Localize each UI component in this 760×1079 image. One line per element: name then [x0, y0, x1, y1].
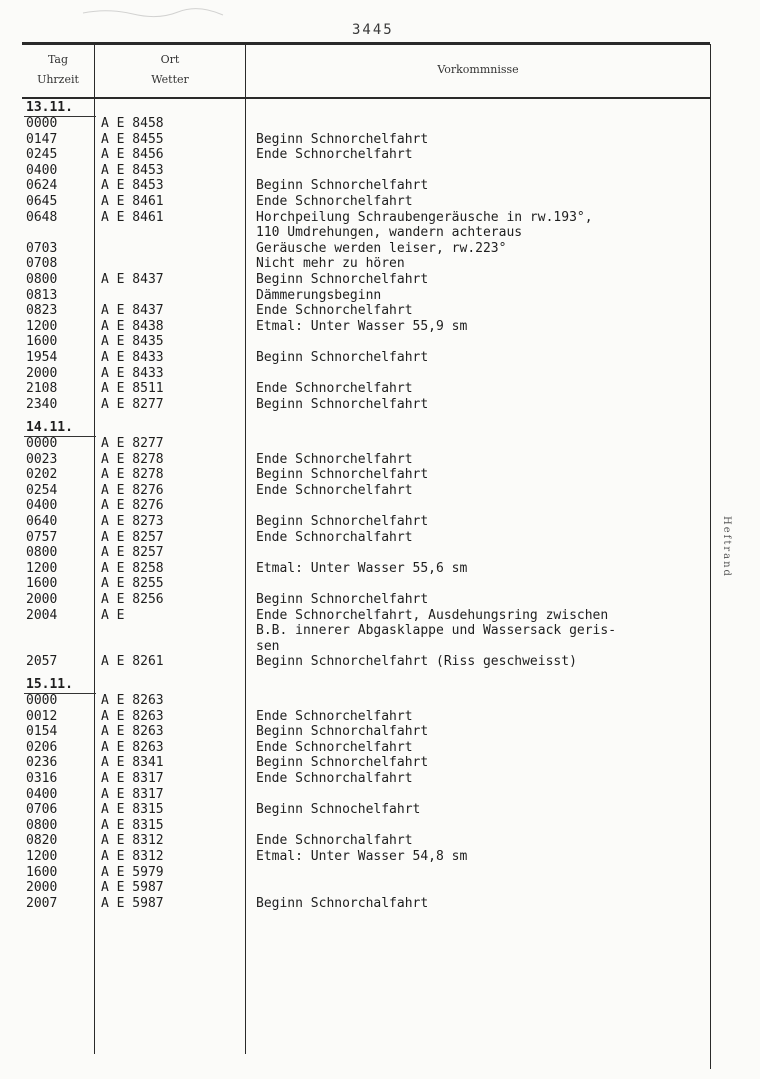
header-weather-label: Wetter [151, 73, 189, 86]
row-time: 0316 [26, 771, 58, 786]
row-time: 1200 [26, 849, 58, 864]
row-event: Beginn Schnorchelfahrt [256, 592, 429, 607]
header-rule [22, 97, 710, 99]
row-event: Ende Schnorchelfahrt [256, 739, 413, 755]
row-event: Beginn Schnochelfahrt [256, 802, 421, 818]
row-position: A E [101, 607, 125, 623]
row-event: Beginn Schnorchelfahrt [256, 396, 429, 412]
row-position: A E 8312 [101, 849, 164, 864]
header-day-label: Tag [47, 53, 69, 66]
row-time: 2057 [26, 654, 58, 670]
row-position: A E 8453 [101, 162, 164, 178]
row-time: 0820 [26, 833, 58, 849]
row-position: A E 8263 [101, 739, 164, 755]
row-position: A E 8461 [101, 209, 164, 225]
row-time: 1200 [26, 560, 58, 576]
row-event: Ende Schnorchelfahrt [256, 708, 413, 724]
header-events-label: Vorkommnisse [437, 63, 519, 76]
row-position: A E 8453 [101, 178, 164, 194]
row-time: 1200 [26, 318, 58, 334]
row-time: 0800 [26, 545, 58, 561]
column-divider-1 [94, 44, 95, 1054]
row-time: 0206 [26, 739, 58, 755]
row-time: 2000 [26, 365, 58, 381]
row-position: A E 8278 [101, 451, 164, 467]
row-position: A E 8257 [101, 545, 164, 561]
row-event: Beginn Schnorchalfahrt [256, 724, 429, 740]
row-time: 0640 [26, 514, 58, 529]
page-number: 3445 [352, 22, 394, 38]
row-time: 2000 [26, 592, 58, 607]
row-time: 2004 [26, 607, 58, 623]
row-event: B.B. innerer Abgasklappe und Wassersack geris- [256, 623, 617, 639]
row-position: A E 8455 [101, 131, 164, 147]
row-time: 2108 [26, 381, 58, 397]
row-position: A E 8341 [101, 755, 164, 771]
row-event: Beginn Schnorchelfahrt [256, 514, 429, 529]
row-time: 0708 [26, 256, 58, 272]
day-date: 15.11. [26, 677, 73, 692]
row-time: 2000 [26, 880, 58, 896]
top-rule [22, 42, 710, 45]
row-position: A E 8277 [101, 396, 164, 412]
row-position: A E 8263 [101, 724, 164, 740]
row-time: 0023 [26, 451, 58, 467]
row-event: Ende Schnorchalfahrt [256, 529, 413, 545]
row-time: 1600 [26, 576, 58, 592]
row-event: 110 Umdrehungen, wandern achteraus [256, 225, 523, 241]
row-event: Beginn Schnorchelfahrt [256, 350, 429, 365]
row-event: Geräusche werden leiser, rw.223° [256, 240, 507, 256]
row-time: 2007 [26, 895, 58, 911]
row-time: 2340 [26, 396, 58, 412]
header-events [246, 60, 710, 80]
row-position: A E 8257 [101, 529, 164, 545]
row-event: Etmal: Unter Wasser 55,6 sm [256, 560, 468, 576]
row-time: 0245 [26, 147, 58, 163]
row-position: A E 8435 [101, 334, 164, 350]
row-event: Beginn Schnorchelfahrt (Riss geschweisst) [256, 654, 577, 670]
row-event: Ende Schnorchelfahrt [256, 381, 413, 397]
row-event: Beginn Schnorchelfahrt [256, 467, 429, 483]
row-time: 0147 [26, 131, 58, 147]
row-position: A E 8438 [101, 318, 164, 334]
row-position: A E 8273 [101, 514, 164, 529]
row-time: 0823 [26, 303, 58, 319]
row-event: Beginn Schnorchelfahrt [256, 178, 429, 194]
row-time: 0000 [26, 436, 58, 451]
row-position: A E 8317 [101, 771, 164, 786]
row-position: A E 8276 [101, 498, 164, 514]
row-time: 0703 [26, 240, 58, 256]
header-place-weather [95, 50, 245, 90]
row-event: Ende Schnorchalfahrt [256, 833, 413, 849]
row-position: A E 8437 [101, 272, 164, 287]
row-position: A E 8276 [101, 482, 164, 498]
header-day-time [22, 50, 94, 90]
row-time: 0800 [26, 817, 58, 833]
row-event: Ende Schnorchelfahrt [256, 303, 413, 319]
row-event: Ende Schnorchelfahrt [256, 194, 413, 209]
row-time: 0757 [26, 529, 58, 545]
row-event: Ende Schnorchelfahrt [256, 147, 413, 163]
row-time: 0400 [26, 786, 58, 802]
row-position: A E 8312 [101, 833, 164, 849]
row-position: A E 8433 [101, 365, 164, 381]
row-time: 0645 [26, 194, 58, 209]
row-time: 0400 [26, 498, 58, 514]
row-time: 1954 [26, 350, 58, 365]
row-position: A E 8277 [101, 436, 164, 451]
column-divider-2 [245, 44, 246, 1054]
header-place-label: Ort [160, 53, 180, 66]
row-event: Etmal: Unter Wasser 54,8 sm [256, 849, 468, 864]
row-event: Ende Schnorchelfahrt [256, 451, 413, 467]
row-position: A E 8315 [101, 817, 164, 833]
row-event: Beginn Schnorchelfahrt [256, 272, 429, 287]
row-event: Horchpeilung Schraubengeräusche in rw.193°, [256, 209, 593, 225]
row-time: 1600 [26, 334, 58, 350]
row-event: Beginn Schnorchelfahrt [256, 131, 429, 147]
row-event: Nicht mehr zu hören [256, 256, 405, 272]
row-event: Etmal: Unter Wasser 55,9 sm [256, 318, 468, 334]
row-position: A E 8263 [101, 693, 164, 708]
row-time: 0706 [26, 802, 58, 818]
right-border [710, 44, 711, 1069]
row-position: A E 8255 [101, 576, 164, 592]
row-event: sen [256, 638, 280, 654]
row-position: A E 8256 [101, 592, 164, 607]
row-position: A E 5987 [101, 880, 164, 896]
row-position: A E 8315 [101, 802, 164, 818]
row-time: 0624 [26, 178, 58, 194]
row-position: A E 8261 [101, 654, 164, 670]
row-position: A E 8263 [101, 708, 164, 724]
header-time-label: Uhrzeit [37, 73, 79, 86]
row-position: A E 8511 [101, 381, 164, 397]
row-event: Dämmerungsbeginn [256, 287, 382, 303]
row-time: 0800 [26, 272, 58, 287]
row-position: A E 8258 [101, 560, 164, 576]
smudge-mark [78, 6, 228, 20]
day-date: 14.11. [26, 420, 73, 435]
row-time: 0813 [26, 287, 58, 303]
row-position: A E 5979 [101, 864, 164, 880]
row-time: 0236 [26, 755, 58, 771]
row-event: Beginn Schnorchalfahrt [256, 895, 429, 911]
row-event: Ende Schnorchelfahrt [256, 482, 413, 498]
row-time: 0012 [26, 708, 58, 724]
row-time: 0400 [26, 162, 58, 178]
row-position: A E 8317 [101, 786, 164, 802]
row-position: A E 8461 [101, 194, 164, 209]
row-time: 1600 [26, 864, 58, 880]
row-event: Beginn Schnorchelfahrt [256, 755, 429, 771]
row-time: 0000 [26, 693, 58, 708]
row-position: A E 8278 [101, 467, 164, 483]
row-time: 0648 [26, 209, 58, 225]
row-time: 0000 [26, 116, 58, 131]
row-position: A E 5987 [101, 895, 164, 911]
row-event: Ende Schnorchalfahrt [256, 771, 413, 786]
row-event: Ende Schnorchelfahrt, Ausdehungsring zwischen [256, 607, 609, 623]
margin-note: Heftrand [721, 516, 732, 578]
day-date: 13.11. [26, 100, 73, 115]
row-position: A E 8456 [101, 147, 164, 163]
row-position: A E 8458 [101, 116, 164, 131]
row-time: 0202 [26, 467, 58, 483]
row-position: A E 8433 [101, 350, 164, 365]
row-time: 0254 [26, 482, 58, 498]
row-position: A E 8437 [101, 303, 164, 319]
row-time: 0154 [26, 724, 58, 740]
